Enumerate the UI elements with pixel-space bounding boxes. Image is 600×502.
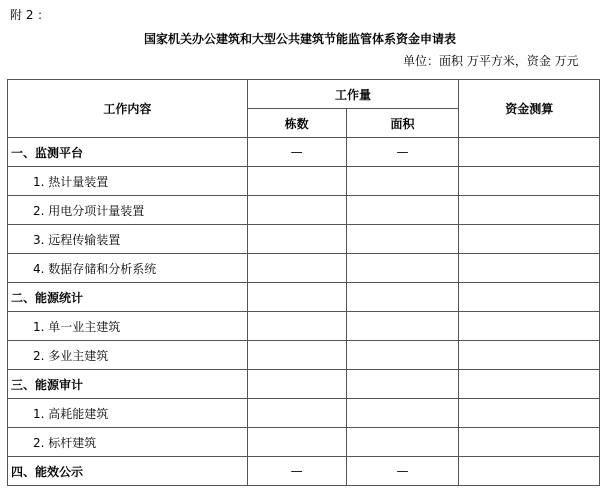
item-label: 2. 标杆建筑 bbox=[8, 428, 248, 457]
table-row bbox=[8, 399, 600, 428]
table-row bbox=[8, 457, 600, 486]
funding-cell bbox=[459, 283, 600, 312]
area-cell bbox=[346, 428, 459, 457]
funding-cell bbox=[459, 225, 600, 254]
funding-cell bbox=[459, 341, 600, 370]
funding-cell bbox=[459, 399, 600, 428]
area-cell bbox=[346, 341, 459, 370]
funding-cell bbox=[459, 312, 600, 341]
buildings-cell bbox=[247, 312, 346, 341]
buildings-cell bbox=[247, 254, 346, 283]
funding-cell bbox=[459, 254, 600, 283]
table-row bbox=[8, 370, 600, 399]
item-label: 4. 数据存储和分析系统 bbox=[8, 254, 248, 283]
item-label: 1. 单一业主建筑 bbox=[8, 312, 248, 341]
area-cell bbox=[346, 283, 459, 312]
header-workload: 工作量 bbox=[247, 80, 459, 109]
funding-cell bbox=[459, 196, 600, 225]
area-cell: — bbox=[346, 457, 459, 486]
buildings-cell bbox=[247, 399, 346, 428]
area-cell bbox=[346, 370, 459, 399]
area-cell bbox=[346, 167, 459, 196]
table-row bbox=[8, 428, 600, 457]
buildings-cell: — bbox=[247, 457, 346, 486]
header-area: 面积 bbox=[346, 109, 459, 138]
item-label: 1. 热计量装置 bbox=[8, 167, 248, 196]
buildings-cell: — bbox=[247, 138, 346, 167]
item-label: 3. 远程传输装置 bbox=[8, 225, 248, 254]
table-row bbox=[8, 254, 600, 283]
header-buildings: 栋数 bbox=[247, 109, 346, 138]
funding-application-table bbox=[7, 79, 600, 486]
table-row bbox=[8, 283, 600, 312]
buildings-cell bbox=[247, 428, 346, 457]
table-row bbox=[8, 138, 600, 167]
section-label: 三、能源审计 bbox=[8, 370, 248, 399]
buildings-cell bbox=[247, 196, 346, 225]
buildings-cell bbox=[247, 341, 346, 370]
header-work-content: 工作内容 bbox=[8, 80, 248, 138]
table-row bbox=[8, 167, 600, 196]
funding-cell bbox=[459, 457, 600, 486]
funding-cell bbox=[459, 138, 600, 167]
funding-cell bbox=[459, 370, 600, 399]
table-row bbox=[8, 312, 600, 341]
buildings-cell bbox=[247, 283, 346, 312]
buildings-cell bbox=[247, 225, 346, 254]
area-cell: — bbox=[346, 138, 459, 167]
area-cell bbox=[346, 254, 459, 283]
page-title: 国家机关办公建筑和大型公共建筑节能监管体系资金申请表 bbox=[143, 32, 456, 46]
item-label: 2. 用电分项计量装置 bbox=[8, 196, 248, 225]
buildings-cell bbox=[247, 167, 346, 196]
area-cell bbox=[346, 399, 459, 428]
area-cell bbox=[346, 225, 459, 254]
item-label: 2. 多业主建筑 bbox=[8, 341, 248, 370]
header-funding: 资金测算 bbox=[459, 80, 600, 138]
table-row bbox=[8, 341, 600, 370]
area-cell bbox=[346, 312, 459, 341]
area-cell bbox=[346, 196, 459, 225]
item-label: 1. 高耗能建筑 bbox=[8, 399, 248, 428]
section-label: 一、监测平台 bbox=[8, 138, 248, 167]
table-row bbox=[8, 196, 600, 225]
section-label: 二、能源统计 bbox=[8, 283, 248, 312]
funding-cell bbox=[459, 167, 600, 196]
buildings-cell bbox=[247, 370, 346, 399]
unit-note: 单位：面积 万平方米，资金 万元 bbox=[403, 54, 579, 68]
table-row bbox=[8, 225, 600, 254]
funding-cell bbox=[459, 428, 600, 457]
attachment-label: 附 2 ： bbox=[10, 8, 50, 22]
section-label: 四、能效公示 bbox=[8, 457, 248, 486]
